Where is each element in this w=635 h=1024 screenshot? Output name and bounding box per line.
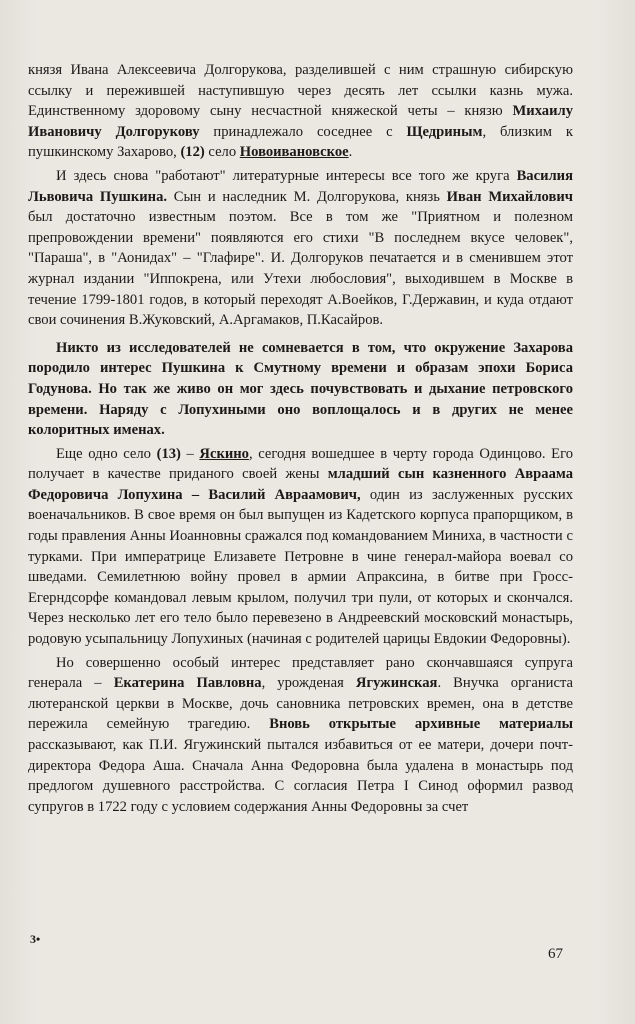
signature-mark: 3• bbox=[30, 932, 41, 946]
page-number: 67 bbox=[548, 946, 563, 962]
text-run: , сегодня вошедшее в черту города Одинцово. Его получает в качестве приданого своей жены bbox=[28, 445, 574, 483]
emphasized-text: Ягужинская bbox=[355, 675, 438, 692]
emphasized-text: Иван Михайлович bbox=[446, 188, 573, 205]
paragraph bbox=[28, 444, 573, 650]
emphasized-text: Екатерина Павловна bbox=[113, 675, 262, 692]
emphasized-text: Яскино bbox=[199, 445, 249, 462]
paragraph bbox=[28, 653, 573, 818]
emphasized-text: младший сын казненного Авраама Федоровича Лопухина – Василий Авраамович, bbox=[28, 466, 573, 503]
paragraph bbox=[28, 338, 573, 441]
text-run: Но совершенно особый интерес представляет рано скончавшаяся супруга генерала – bbox=[28, 654, 573, 692]
emphasized-text: Вновь открытые архивные материалы bbox=[269, 716, 573, 733]
text-run: Еще одно село bbox=[56, 445, 157, 462]
text-run: И здесь снова "работают" литературные интересы все того же круга bbox=[56, 167, 517, 184]
text-run: принадлежало соседнее с bbox=[199, 123, 407, 140]
text-run: рассказывают, как П.И. Ягужинский пытался избавиться от ее матери, дочери почт-директора Федора Аша. Сначала Анна Федоровна была удалена в монастырь под предлогом душевного расстройства. С согласия Петра I Синод оформил развод супругов в 1722 году с условием содержания Анны Федоровны за счет bbox=[28, 737, 573, 815]
emphasized-text: Никто из исследователей не сомневается в том, что окружение Захарова породило интерес Пушкина к Смутному времени и образам эпохи Бориса Годунова. Но так же живо он мог здесь почувствовать и дыхание петровского времени. Наряду с Лопухиными оно воплощалось и в других не менее колоритных именах. bbox=[28, 339, 573, 439]
text-run: – bbox=[180, 445, 200, 462]
text-run: , близким к пушкинскому Захарово, bbox=[28, 123, 574, 161]
text-run: . bbox=[348, 144, 353, 161]
text-body bbox=[28, 60, 573, 817]
emphasized-text: Василия Львовича Пушкина. bbox=[28, 167, 573, 205]
emphasized-text: Михаилу Ивановичу Долгорукову bbox=[28, 103, 573, 140]
text-run: село bbox=[204, 144, 240, 161]
text-run: князя Ивана Алексеевича Долгорукова, разделившей с ним страшную сибирскую ссылку и пережившей наступившую через десять лет ссылки казнь мужа. Единственному здоровому сыну несчастной княжеской четы – князю bbox=[28, 62, 573, 120]
emphasized-text: Щедриным bbox=[406, 123, 483, 140]
text-run: , урожденая bbox=[261, 675, 356, 692]
paragraph bbox=[28, 166, 573, 331]
text-run: был достаточно известным поэтом. Все в том же "Приятном и полезном препровождении времени" появляются его стихи "В последнем вкусе человек", "Параша", в "Аонидах" – "Глафире". И. Долгоруков печатается и в сменившем этот журнал издании "Иппокрена, или Утехи любословия", выходившем в Москве в течение 1799-1801 годов, в который переходят А.Воейков, Г.Державин, и куда отдают свои сочинения В.Жуковский, А.Аргамаков, П.Касайров. bbox=[28, 209, 573, 329]
text-run: . Внучка органиста лютеранской церкви в Москве, дочь сановника петровских времен, она в детстве пережила семейную трагедию. bbox=[28, 675, 573, 733]
text-run: Сын и наследник М. Долгорукова, князь bbox=[167, 188, 447, 205]
emphasized-text: (12) bbox=[180, 144, 205, 161]
emphasized-text: Новоивановское bbox=[239, 144, 349, 161]
text-run: один из заслуженных русских военачальников. В свое время он был выпущен из Кадетского корпуса прапорщиком, в годы правления Анны Иоанновны сражался под командованием Миниха, в частности с турками. При императрице Елизавете Петровне в чине генерал-майора воевал со шведами. Семилетнюю войну провел в армии Апраксина, в битве при Гросс-Егерндсорфе командовал левым крылом, получил три пули, от которых и скончался. Через несколько лет его тело было перевезено в Андреевский московский монастырь, родовую усыпальницу Лопухиных (начиная с родителей царицы Евдокии Федоровны). bbox=[28, 486, 573, 648]
emphasized-text: (13) bbox=[156, 445, 181, 462]
paragraph bbox=[28, 60, 573, 163]
